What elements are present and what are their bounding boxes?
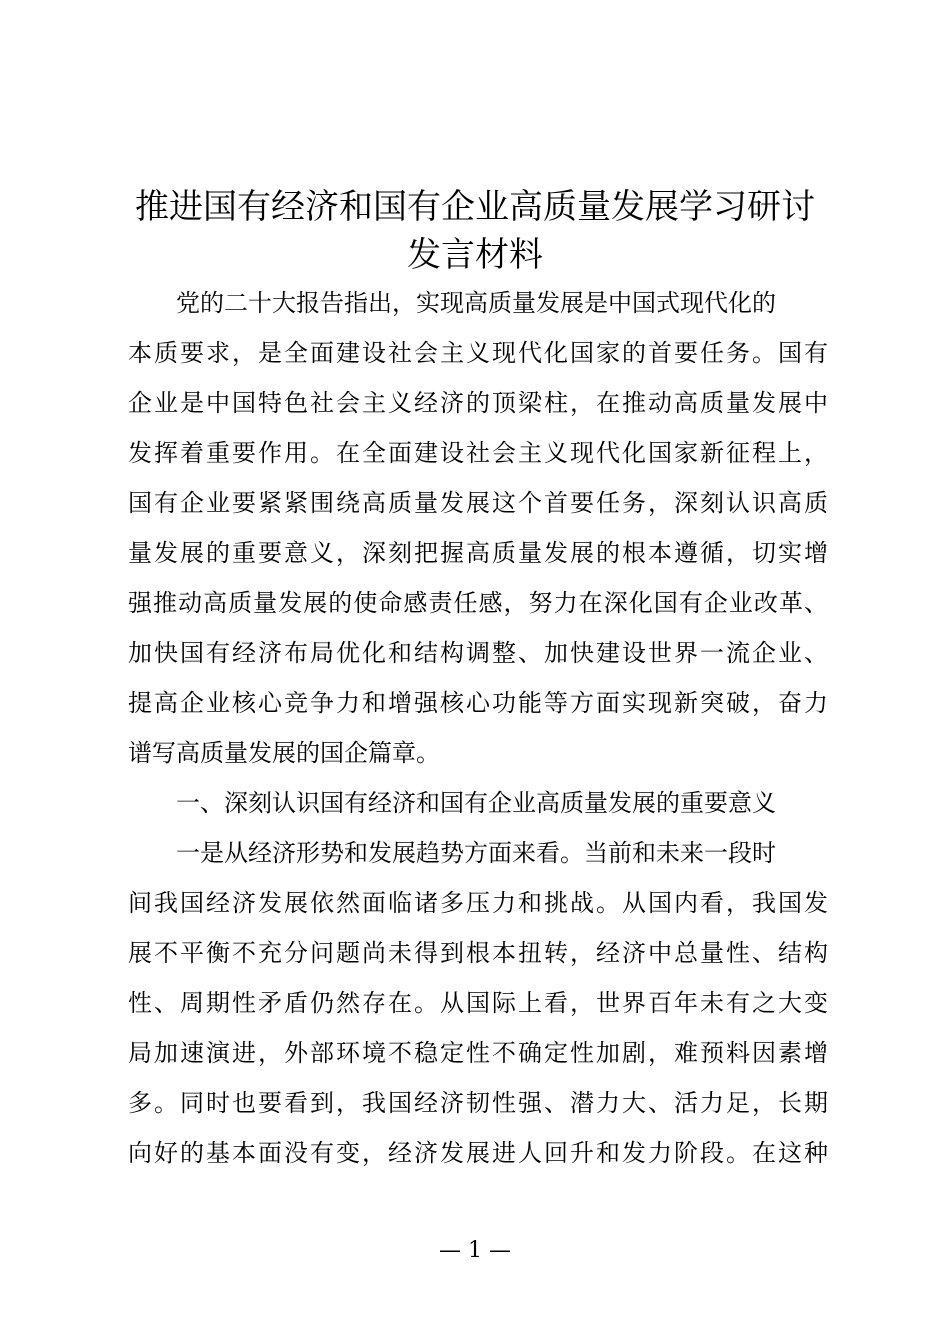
body-line-14: 展不平衡不充分问题尚未得到根本扭转，经济中总量性、结构: [128, 939, 828, 967]
body-line-17: 多。同时也要看到，我国经济韧性强、潜力大、活力足，长期: [128, 1089, 828, 1117]
body-line-7: 强推动高质量发展的使命感责任感，努力在深化国有企业改革、: [128, 589, 828, 617]
body-line-4: 发挥着重要作用。在全面建设社会主义现代化国家新征程上，: [128, 439, 828, 467]
body-line-10: 谱写高质量发展的国企篇章。: [128, 739, 440, 767]
body-line-1: 党的二十大报告指出，实现高质量发展是中国式现代化的: [176, 289, 776, 317]
body-line-9: 提高企业核心竞争力和增强核心功能等方面实现新突破，奋力: [128, 689, 828, 717]
body-line-15: 性、周期性矛盾仍然存在。从国际上看，世界百年未有之大变: [128, 989, 828, 1017]
body-line-2: 本质要求，是全面建设社会主义现代化国家的首要任务。国有: [128, 339, 828, 367]
body-line-3: 企业是中国特色社会主义经济的顶梁柱，在推动高质量发展中: [128, 389, 828, 417]
document-body: [128, 278, 828, 1178]
page-number: — 1 —: [439, 1238, 511, 1263]
body-line-8: 加快国有经济布局优化和结构调整、加快建设世界一流企业、: [128, 639, 828, 667]
body-line-5: 国有企业要紧紧围绕高质量发展这个首要任务，深刻认识高质: [128, 489, 828, 517]
document-title-line-2: 发言材料: [407, 235, 543, 275]
body-line-6: 量发展的重要意义，深刻把握高质量发展的根本遵循，切实增: [128, 539, 828, 567]
body-line-16: 局加速演进，外部环境不稳定性不确定性加剧，难预料因素增: [128, 1039, 828, 1067]
body-line-18: 向好的基本面没有变，经济发展进人回升和发力阶段。在这种: [128, 1139, 828, 1167]
section-heading-1: 一、深刻认识国有经济和国有企业高质量发展的重要意义: [176, 789, 776, 817]
body-line-13: 间我国经济发展依然面临诸多压力和挑战。从国内看，我国发: [128, 889, 828, 917]
document-title-line-1: 推进国有经济和国有企业高质量发展学习研讨: [135, 187, 815, 227]
body-line-12: 一是从经济形势和发展趋势方面来看。当前和未来一段时: [176, 839, 776, 867]
